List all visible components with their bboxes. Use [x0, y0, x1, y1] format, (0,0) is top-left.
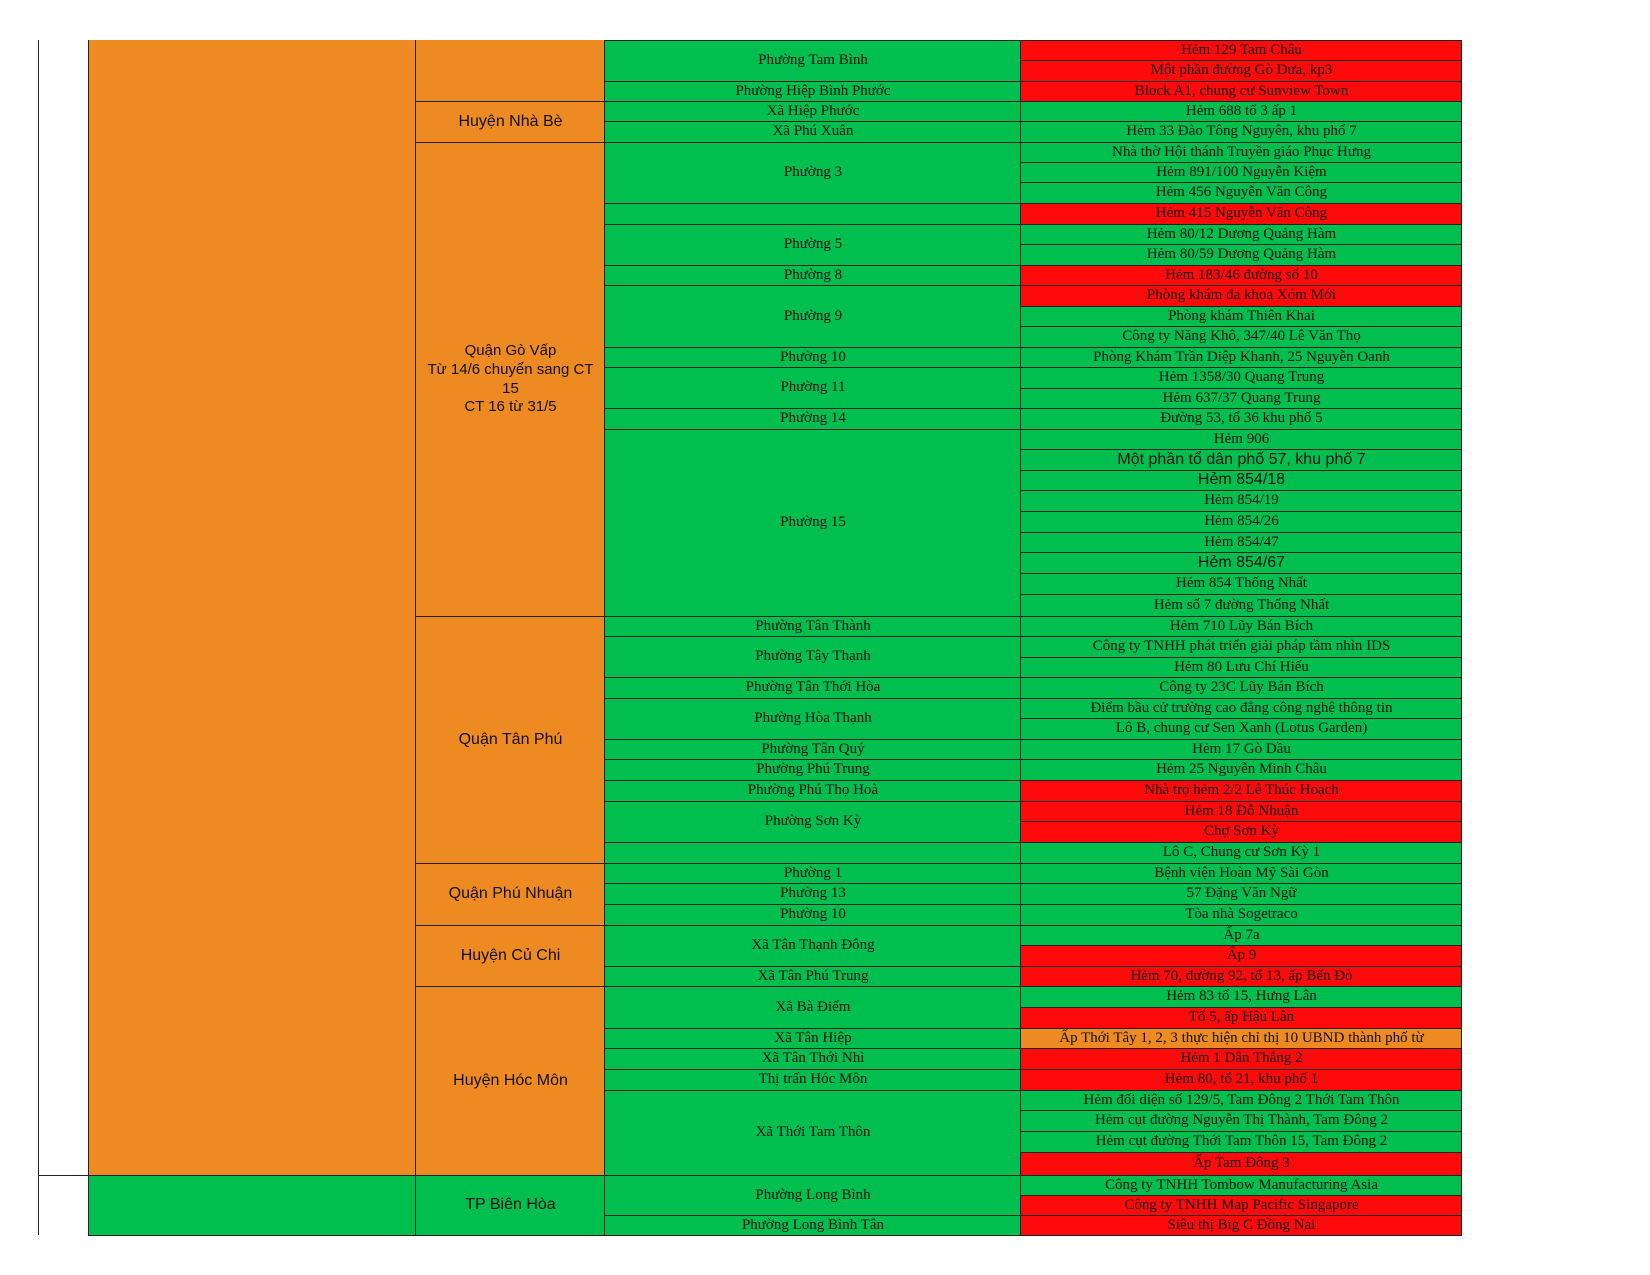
location-cell: Công ty TNHH phát triển giải pháp tầm nhìn IDS — [1021, 636, 1462, 657]
location-cell: Hẻm 83 tổ 15, Hưng Lân — [1021, 986, 1462, 1007]
location-cell: Hẻm 637/37 Quang Trung — [1021, 388, 1462, 408]
location-cell: Hẻm 80 Lưu Chí Hiếu — [1021, 657, 1462, 677]
location-cell: Nhà thờ Hội thánh Truyền giáo Phục Hưng — [1021, 142, 1462, 162]
location-cell: Hẻm cụt đường Thới Tam Thôn 15, Tam Đông 2 — [1021, 1131, 1462, 1152]
location-cell: Hẻm 854/47 — [1021, 532, 1462, 552]
ward-cell — [605, 203, 1021, 224]
location-cell: Bệnh viện Hoàn Mỹ Sài Gòn — [1021, 863, 1462, 883]
ward-cell: Phường 9 — [605, 285, 1021, 347]
district-cu-chi: Huyện Củ Chi — [416, 925, 605, 986]
ward-cell: Phường 3 — [605, 142, 1021, 203]
location-cell: Hẻm 854/19 — [1021, 490, 1462, 511]
ward-cell: Xã Bà Điểm — [605, 986, 1021, 1028]
location-cell: Hẻm 1 Dân Thắng 2 — [1021, 1048, 1462, 1069]
location-cell: Phòng khám Thiên Khai — [1021, 306, 1462, 326]
location-cell: Tòa nhà Sogetraco — [1021, 904, 1462, 925]
ward-cell: Phường 5 — [605, 224, 1021, 265]
location-cell: Hẻm 183/46 đường số 10 — [1021, 265, 1462, 285]
ward-cell: Phường 8 — [605, 265, 1021, 285]
ward-cell: Phường Long Bình — [605, 1175, 1021, 1215]
district-go-vap: Quận Gò Vấp Từ 14/6 chuyển sang CT 15 CT 16 từ 31/5 — [416, 142, 605, 616]
location-cell: Nhà trọ hẻm 2/2 Lê Thúc Hoạch — [1021, 780, 1462, 801]
location-cell: Một phần tổ dân phố 57, khu phố 7 — [1021, 449, 1462, 470]
location-cell: Ấp Tam Đông 3 — [1021, 1152, 1462, 1175]
location-cell: 57 Đặng Văn Ngữ — [1021, 883, 1462, 904]
location-cell: Hẻm 70, đường 92, tổ 13, ấp Bến Đò — [1021, 966, 1462, 986]
location-cell: Hẻm 854 Thống Nhất — [1021, 573, 1462, 594]
location-cell: Tổ 5, ấp Hậu Lân — [1021, 1007, 1462, 1028]
grid-line — [38, 40, 39, 1235]
grid-line — [415, 40, 416, 1235]
grid-line — [1020, 40, 1021, 1235]
location-cell: Ấp Thới Tây 1, 2, 3 thực hiện chỉ thị 10 UBND thành phố từ — [1021, 1028, 1462, 1048]
location-cell: Hẻm cụt đường Nguyễn Thị Thành, Tam Đông 2 — [1021, 1110, 1462, 1131]
ward-cell: Xã Tân Thới Nhì — [605, 1048, 1021, 1069]
ward-cell: Phường Tây Thạnh — [605, 636, 1021, 677]
location-cell: Hẻm 854/67 — [1021, 552, 1462, 573]
location-cell: Điểm bầu cử trường cao đẳng công nghệ thông tin — [1021, 698, 1462, 718]
region-block-orange — [89, 40, 416, 1175]
ward-cell: Phường 1 — [605, 863, 1021, 883]
location-cell: Ấp 9 — [1021, 945, 1462, 966]
ward-cell: Phường Phú Trung — [605, 759, 1021, 780]
location-cell: Lô B, chung cư Sen Xanh (Lotus Garden) — [1021, 718, 1462, 739]
ward-cell: Phường 13 — [605, 883, 1021, 904]
location-cell: Siêu thị Big C Đồng Nai — [1021, 1215, 1462, 1235]
grid-line — [88, 1235, 1462, 1236]
location-cell: Đường 53, tổ 36 khu phố 5 — [1021, 408, 1462, 429]
ward-cell: Phường Tam Bình — [605, 40, 1021, 81]
ward-cell: Phường 10 — [605, 347, 1021, 367]
ward-cell: Phường Tân Thành — [605, 616, 1021, 636]
location-cell: Hẻm 80, tổ 21, khu phố 1 — [1021, 1069, 1462, 1090]
district-bien-hoa: TP Biên Hòa — [416, 1175, 605, 1235]
location-cell: Hẻm 80/59 Dương Quảng Hàm — [1021, 244, 1462, 265]
location-cell: Hẻm 80/12 Dương Quảng Hàm — [1021, 224, 1462, 244]
location-cell: Hẻm 25 Nguyễn Minh Châu — [1021, 759, 1462, 780]
district-tan-phu: Quận Tân Phú — [416, 616, 605, 863]
district-nha-be: Huyện Nhà Bè — [416, 101, 605, 142]
location-cell: Phòng Khám Trần Diệp Khanh, 25 Nguyễn Oanh — [1021, 347, 1462, 367]
location-cell: Hẻm 854/18 — [1021, 470, 1462, 490]
location-cell: Hẻm 456 Nguyễn Văn Công — [1021, 182, 1462, 203]
location-cell: Hẻm 18 Đỗ Nhuận — [1021, 801, 1462, 821]
location-cell: Hẻm 854/26 — [1021, 511, 1462, 532]
location-cell: Công ty TNHH Tombow Manufacturing Asia — [1021, 1175, 1462, 1195]
location-cell: Công ty 23C Lũy Bán Bích — [1021, 677, 1462, 698]
location-cell: Hẻm 906 — [1021, 429, 1462, 449]
ward-cell: Xã Phú Xuân — [605, 121, 1021, 142]
ward-cell: Phường 10 — [605, 904, 1021, 925]
district-hoc-mon: Huyện Hóc Môn — [416, 986, 605, 1175]
ward-cell: Phường Sơn Kỳ — [605, 801, 1021, 842]
location-cell: Chợ Sơn Kỳ — [1021, 821, 1462, 842]
location-cell: Phòng khám đa khoa Xóm Mới — [1021, 285, 1462, 306]
ward-cell: Xã Tân Hiệp — [605, 1028, 1021, 1048]
location-cell: Hẻm 688 tổ 3 ấp 1 — [1021, 101, 1462, 121]
location-cell: Hẻm 129 Tam Châu — [1021, 40, 1462, 60]
location-cell: Hẻm 710 Lũy Bán Bích — [1021, 616, 1462, 636]
location-cell: Hẻm 33 Đào Tông Nguyên, khu phố 7 — [1021, 121, 1462, 142]
ward-cell: Phường Phú Thọ Hoà — [605, 780, 1021, 801]
ward-cell: Phường Long Bình Tân — [605, 1215, 1021, 1235]
ward-cell: Phường 11 — [605, 367, 1021, 408]
location-cell: Lô C, Chung cư Sơn Kỳ 1 — [1021, 842, 1462, 863]
location-cell: Công ty TNHH Map Pacific Singapore — [1021, 1195, 1462, 1215]
ward-cell: Xã Tân Thạnh Đông — [605, 925, 1021, 966]
grid-line — [604, 40, 1462, 41]
region-block-green — [89, 1175, 416, 1235]
ward-cell: Xã Tân Phú Trung — [605, 966, 1021, 986]
ward-cell: Phường Tân Quý — [605, 739, 1021, 759]
grid-line — [38, 1175, 1462, 1176]
district-cell — [416, 40, 605, 101]
ward-cell: Xã Hiệp Phước — [605, 101, 1021, 121]
location-cell: Block A1, chung cư Sunview Town — [1021, 81, 1462, 101]
grid-line — [88, 40, 89, 1235]
ward-cell: Thị trấn Hóc Môn — [605, 1069, 1021, 1090]
ward-cell — [605, 842, 1021, 863]
location-cell: Hẻm 1358/30 Quang Trung — [1021, 367, 1462, 388]
ward-cell: Phường Tân Thới Hòa — [605, 677, 1021, 698]
location-cell: Hẻm 891/100 Nguyễn Kiệm — [1021, 162, 1462, 182]
location-cell: Hẻm đối diện số 129/5, Tam Đông 2 Thới Tam Thôn — [1021, 1090, 1462, 1110]
grid-line — [604, 40, 605, 1235]
grid-line — [1461, 40, 1462, 1235]
location-cell: Ấp 7a — [1021, 925, 1462, 945]
location-cell: Hẻm 17 Gò Dầu — [1021, 739, 1462, 759]
location-cell: Một phần đường Gò Dưa, kp3 — [1021, 60, 1462, 81]
ward-cell: Phường Hiệp Bình Phước — [605, 81, 1021, 101]
location-cell: Hẻm số 7 đường Thống Nhất — [1021, 594, 1462, 616]
location-cell: Công ty Năng Khô, 347/40 Lê Văn Thọ — [1021, 326, 1462, 347]
district-phu-nhuan: Quận Phú Nhuận — [416, 863, 605, 925]
ward-cell: Phường 15 — [605, 429, 1021, 616]
ward-cell: Xã Thới Tam Thôn — [605, 1090, 1021, 1175]
ward-cell: Phường 14 — [605, 408, 1021, 429]
ward-cell: Phường Hòa Thạnh — [605, 698, 1021, 739]
location-cell: Hẻm 415 Nguyễn Văn Công — [1021, 203, 1462, 224]
